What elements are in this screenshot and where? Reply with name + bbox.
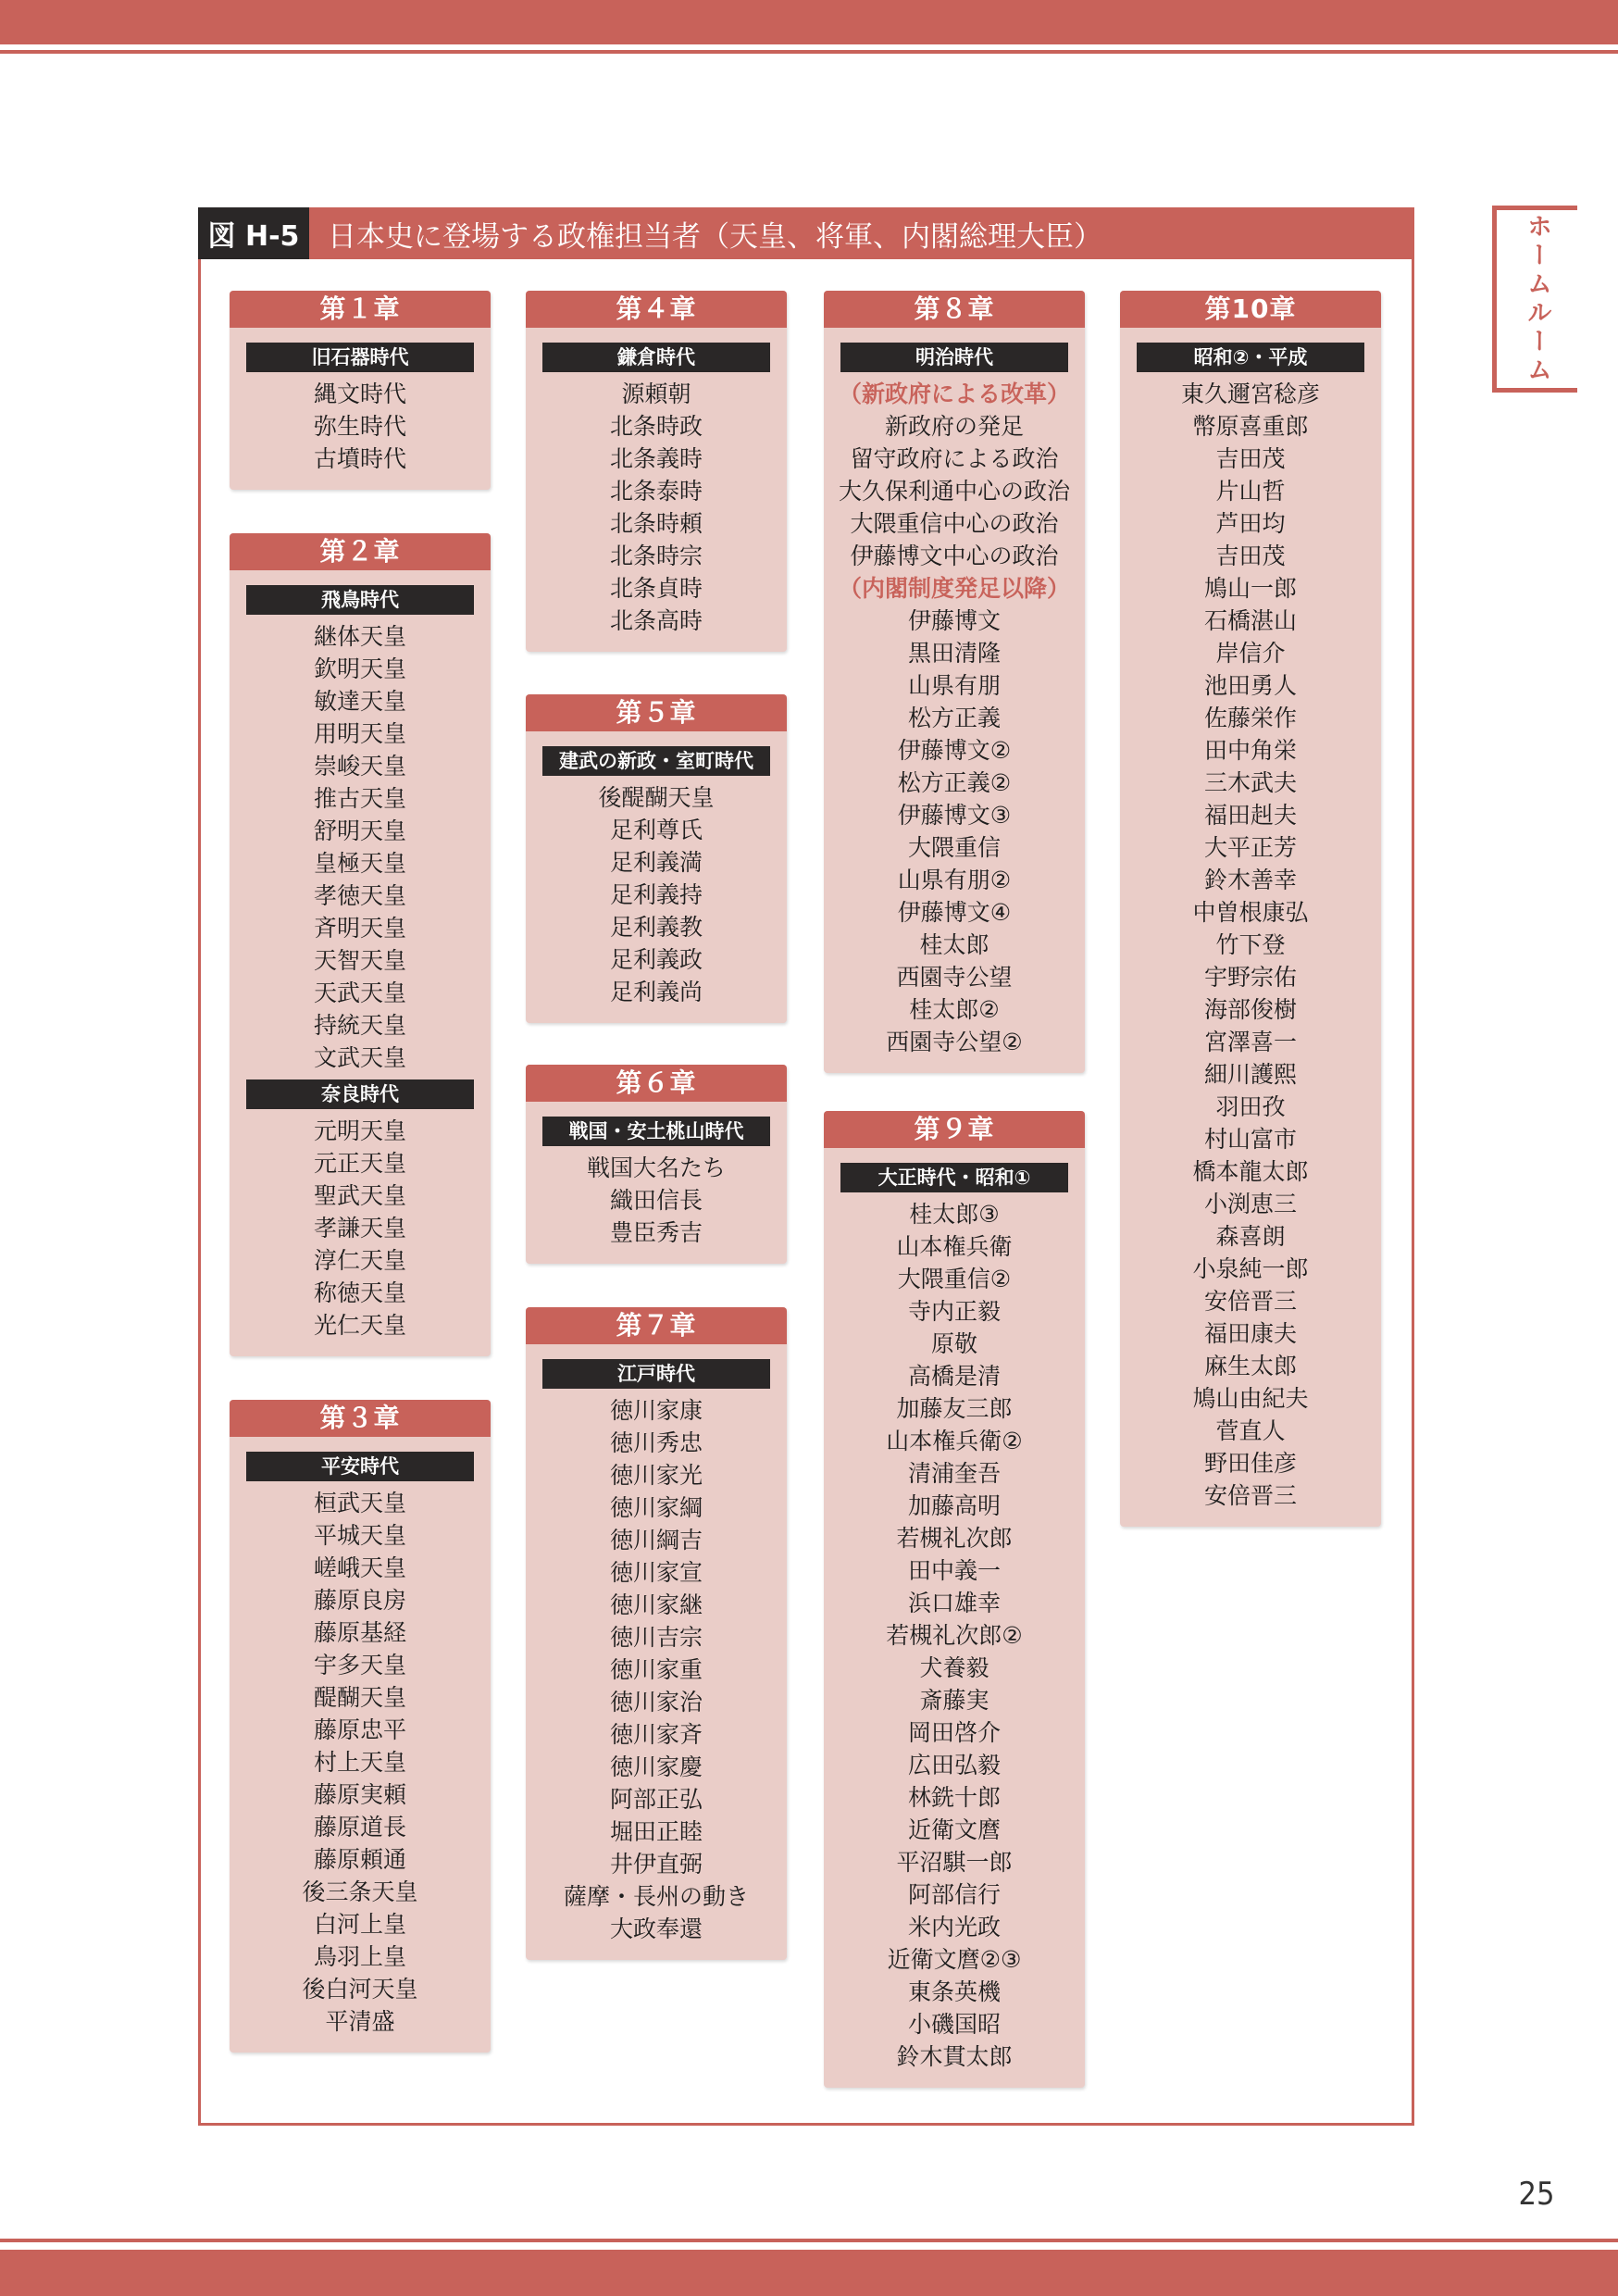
ruler-item: 宇多天皇 — [313, 1652, 406, 1678]
ruler-item: 足利義持 — [609, 881, 703, 908]
ruler-item: 藤原基経 — [313, 1619, 406, 1646]
figure-title: 日本史に登場する政権担当者（天皇、将軍、内閣総理大臣） — [328, 219, 1102, 254]
era-section — [526, 746, 787, 1008]
ruler-item: 寺内正毅 — [907, 1298, 1001, 1325]
chapter-padding — [230, 2038, 491, 2053]
chapter-padding — [230, 1341, 491, 1356]
era-section — [230, 1079, 491, 1341]
ruler-item: 細川護熙 — [1203, 1061, 1297, 1088]
era-label: 戦国・安土桃山時代 — [542, 1117, 770, 1146]
ruler-item: 桂太郎② — [909, 996, 1000, 1023]
ruler-item: 北条義時 — [609, 445, 703, 472]
chapter-padding — [824, 1058, 1085, 1073]
ruler-item: 小磯国昭 — [907, 2011, 1001, 2038]
side-tab[interactable] — [1492, 206, 1577, 393]
ruler-item: 山県有朋 — [907, 672, 1001, 699]
chapter-padding — [230, 475, 491, 490]
ruler-item: 徳川吉宗 — [609, 1624, 703, 1651]
ruler-item: 斎藤実 — [919, 1687, 989, 1714]
ruler-item: 天智天皇 — [313, 947, 406, 974]
ruler-item: 後醍醐天皇 — [598, 784, 715, 811]
ruler-item: 東条英機 — [907, 1978, 1001, 2005]
ruler-item: 孝徳天皇 — [313, 882, 406, 909]
ruler-item: 足利尊氏 — [609, 817, 703, 843]
ruler-item: 足利義満 — [609, 849, 703, 876]
ruler-item: 崇峻天皇 — [313, 753, 406, 780]
ruler-item: 藤原頼通 — [313, 1846, 406, 1873]
ruler-item: 淳仁天皇 — [313, 1247, 406, 1274]
ruler-item: 池田勇人 — [1203, 672, 1297, 699]
ruler-item: 北条時頼 — [609, 510, 703, 537]
chapter-padding — [526, 637, 787, 652]
ruler-item: 原敬 — [930, 1330, 977, 1357]
ruler-item: 大久保利通中心の政治 — [838, 478, 1070, 505]
era-section — [230, 585, 491, 1074]
ruler-item: 宮澤喜一 — [1203, 1029, 1297, 1055]
ruler-item: 白河上皇 — [313, 1911, 406, 1938]
ruler-item: 松方正義 — [907, 705, 1001, 731]
chapter-box — [1120, 291, 1381, 1527]
ruler-item: 西園寺公望 — [896, 964, 1013, 991]
ruler-item: 徳川家重 — [609, 1656, 703, 1683]
chapter-heading: 第９章 — [824, 1111, 1085, 1148]
ruler-item: 若槻礼次郎② — [886, 1622, 1023, 1649]
era-label: 飛鳥時代 — [246, 585, 474, 615]
ruler-item: 片山哲 — [1215, 478, 1286, 505]
ruler-item: 菅直人 — [1215, 1417, 1286, 1444]
ruler-item: 伊藤博文③ — [897, 802, 1012, 829]
ruler-item: 藤原忠平 — [313, 1716, 406, 1743]
ruler-item: 源頼朝 — [621, 381, 691, 407]
chapter-box — [230, 1400, 491, 2053]
bottom-band — [0, 2250, 1618, 2296]
ruler-item: 伊藤博文④ — [897, 899, 1012, 926]
ruler-item: 麻生太郎 — [1203, 1353, 1297, 1379]
ruler-item: 継体天皇 — [313, 623, 406, 650]
ruler-item: 聖武天皇 — [313, 1182, 406, 1209]
ruler-item: 三木武夫 — [1203, 769, 1297, 796]
chapter-padding — [1120, 1512, 1381, 1527]
ruler-item: 大隈重信② — [897, 1266, 1012, 1292]
ruler-item: 米内光政 — [907, 1914, 1001, 1940]
ruler-item: 文武天皇 — [313, 1044, 406, 1071]
chapter-heading: 第８章 — [824, 291, 1085, 328]
era-label: 江戸時代 — [542, 1359, 770, 1389]
page-number: 25 — [1518, 2176, 1555, 2213]
ruler-item: 大隈重信 — [907, 834, 1001, 861]
ruler-item: 田中義一 — [907, 1557, 1001, 1584]
ruler-item: 新政府の発足 — [884, 413, 1024, 440]
ruler-item: 加藤友三郎 — [896, 1395, 1013, 1422]
ruler-item: 安倍晋三 — [1203, 1288, 1297, 1315]
ruler-item: 推古天皇 — [313, 785, 406, 812]
ruler-item: 山県有朋② — [897, 867, 1012, 893]
ruler-item: 大隈重信中心の政治 — [850, 510, 1059, 537]
ruler-item: 伊藤博文中心の政治 — [850, 543, 1059, 569]
ruler-item: 光仁天皇 — [313, 1312, 406, 1339]
ruler-item: 小泉純一郎 — [1192, 1255, 1309, 1282]
era-section — [230, 343, 491, 475]
ruler-item: 小渕恵三 — [1203, 1191, 1297, 1217]
ruler-item: 北条貞時 — [609, 575, 703, 602]
ruler-item: 天武天皇 — [313, 980, 406, 1006]
ruler-item: 松方正義② — [897, 769, 1012, 796]
ruler-item: 山本権兵衛 — [896, 1233, 1013, 1260]
figure-header — [198, 207, 1414, 259]
chapter-box — [526, 291, 787, 652]
ruler-item: 広田弘毅 — [907, 1752, 1001, 1778]
ruler-item: 豊臣秀吉 — [609, 1219, 703, 1246]
ruler-item: 斉明天皇 — [313, 915, 406, 942]
ruler-item: 加藤高明 — [907, 1492, 1001, 1519]
ruler-item: 村上天皇 — [313, 1749, 406, 1776]
ruler-item: 平清盛 — [325, 2008, 395, 2035]
bottom-rule — [0, 2239, 1618, 2242]
ruler-item: 堀田正睦 — [609, 1818, 703, 1845]
ruler-item: 徳川秀忠 — [609, 1429, 703, 1456]
ruler-item: 北条高時 — [609, 607, 703, 634]
ruler-item: 西園寺公望② — [886, 1029, 1023, 1055]
ruler-item: 北条時宗 — [609, 543, 703, 569]
ruler-item: 徳川家斉 — [609, 1721, 703, 1748]
ruler-item: 黒田清隆 — [907, 640, 1001, 667]
ruler-item: 阿部信行 — [907, 1881, 1001, 1908]
ruler-item: 伊藤博文② — [897, 737, 1012, 764]
ruler-item: 北条泰時 — [609, 478, 703, 505]
ruler-item: 福田赳夫 — [1203, 802, 1297, 829]
ruler-item: 桂太郎 — [919, 931, 989, 958]
ruler-item: 元正天皇 — [313, 1150, 406, 1177]
ruler-item: 足利義教 — [609, 914, 703, 941]
ruler-item: 井伊直弼 — [609, 1851, 703, 1878]
ruler-item: 岡田啓介 — [907, 1719, 1001, 1746]
ruler-item: 孝謙天皇 — [313, 1215, 406, 1242]
ruler-item: 野田佳彦 — [1203, 1450, 1297, 1477]
ruler-item: 岸信介 — [1215, 640, 1286, 667]
ruler-item: 鳩山由紀夫 — [1192, 1385, 1309, 1412]
chapter-heading: 第１章 — [230, 291, 491, 328]
ruler-item: 鈴木貫太郎 — [896, 2043, 1013, 2070]
ruler-item: 犬養毅 — [919, 1654, 989, 1681]
chapter-padding — [526, 1945, 787, 1960]
top-band — [0, 0, 1618, 44]
ruler-item: 平沼騏一郎 — [896, 1849, 1013, 1876]
ruler-item: 伊藤博文 — [907, 607, 1001, 634]
ruler-item: 藤原実頼 — [313, 1781, 406, 1808]
chapter-heading: 第10章 — [1120, 291, 1381, 328]
ruler-item: 藤原道長 — [313, 1814, 406, 1841]
ruler-item: 中曽根康弘 — [1192, 899, 1309, 926]
chapter-heading: 第２章 — [230, 533, 491, 570]
ruler-item: 北条時政 — [609, 413, 703, 440]
subheading-item: （新政府による改革） — [838, 381, 1070, 407]
chapter-heading: 第４章 — [526, 291, 787, 328]
ruler-item: 醍醐天皇 — [313, 1684, 406, 1711]
chapter-box — [230, 533, 491, 1356]
ruler-item: 大平正芳 — [1203, 834, 1297, 861]
era-section — [526, 343, 787, 637]
chapter-padding — [526, 1249, 787, 1264]
chapter-box — [526, 1307, 787, 1960]
ruler-item: 田中角栄 — [1203, 737, 1297, 764]
ruler-item: 鈴木善幸 — [1203, 867, 1297, 893]
ruler-item: 東久邇宮稔彦 — [1180, 381, 1320, 407]
ruler-item: 鳥羽上皇 — [313, 1943, 406, 1970]
ruler-item: 林銑十郎 — [907, 1784, 1001, 1811]
ruler-item: 鳩山一郎 — [1203, 575, 1297, 602]
ruler-item: 浜口雄幸 — [907, 1590, 1001, 1616]
ruler-item: 徳川家綱 — [609, 1494, 703, 1521]
era-label: 鎌倉時代 — [542, 343, 770, 372]
ruler-item: 欽明天皇 — [313, 655, 406, 682]
era-section — [1120, 343, 1381, 1512]
ruler-item: 高橋是清 — [907, 1363, 1001, 1390]
ruler-item: 称徳天皇 — [313, 1279, 406, 1306]
ruler-item: 薩摩・長州の動き — [563, 1883, 749, 1910]
ruler-item: 大政奉還 — [609, 1915, 703, 1942]
ruler-item: 織田信長 — [609, 1187, 703, 1214]
side-tab-label: ホームルーム — [1523, 213, 1551, 385]
ruler-item: 阿部正弘 — [609, 1786, 703, 1813]
ruler-item: 留守政府による政治 — [850, 445, 1059, 472]
era-section — [526, 1359, 787, 1945]
ruler-item: 村山富市 — [1203, 1126, 1297, 1153]
ruler-item: 安倍晋三 — [1203, 1482, 1297, 1509]
ruler-item: 徳川家継 — [609, 1591, 703, 1618]
era-label: 大正時代・昭和① — [840, 1163, 1068, 1192]
ruler-item: 用明天皇 — [313, 720, 406, 747]
ruler-item: 宇野宗佑 — [1203, 964, 1297, 991]
ruler-item: 森喜朗 — [1215, 1223, 1286, 1250]
era-section — [230, 1452, 491, 2038]
era-section — [824, 343, 1085, 1058]
ruler-item: 敏達天皇 — [313, 688, 406, 715]
ruler-item: 羽田孜 — [1215, 1093, 1286, 1120]
era-label: 平安時代 — [246, 1452, 474, 1481]
top-rule — [0, 50, 1618, 54]
chapter-heading: 第５章 — [526, 694, 787, 731]
ruler-item: 芦田均 — [1215, 510, 1286, 537]
ruler-item: 海部俊樹 — [1203, 996, 1297, 1023]
figure-label: 図 H-5 — [198, 207, 309, 259]
era-section — [526, 1117, 787, 1249]
ruler-item: 吉田茂 — [1215, 543, 1286, 569]
ruler-item: 清浦奎吾 — [907, 1460, 1001, 1487]
ruler-item: 平城天皇 — [313, 1522, 406, 1549]
chapter-box — [824, 291, 1085, 1073]
era-label: 昭和②・平成 — [1137, 343, 1364, 372]
ruler-item: 桂太郎③ — [909, 1201, 1000, 1228]
era-label: 旧石器時代 — [246, 343, 474, 372]
chapter-box — [526, 1065, 787, 1264]
ruler-item: 皇極天皇 — [313, 850, 406, 877]
ruler-item: 桓武天皇 — [313, 1490, 406, 1516]
era-label: 明治時代 — [840, 343, 1068, 372]
ruler-item: 嵯峨天皇 — [313, 1554, 406, 1581]
ruler-item: 石橋湛山 — [1203, 607, 1297, 634]
chapter-box — [526, 694, 787, 1023]
ruler-item: 幣原喜重郎 — [1192, 413, 1309, 440]
ruler-item: 舒明天皇 — [313, 817, 406, 844]
ruler-item: 足利義尚 — [609, 979, 703, 1005]
era-label: 奈良時代 — [246, 1079, 474, 1109]
subheading-item: （内閣制度発足以降） — [838, 575, 1070, 602]
ruler-item: 近衛文麿 — [907, 1816, 1001, 1843]
era-label: 建武の新政・室町時代 — [542, 746, 770, 776]
chapter-heading: 第７章 — [526, 1307, 787, 1344]
ruler-item: 持統天皇 — [313, 1012, 406, 1039]
ruler-item: 後白河天皇 — [302, 1976, 418, 2003]
chapter-box — [824, 1111, 1085, 2088]
chapter-box — [230, 291, 491, 490]
ruler-item: 徳川綱吉 — [609, 1527, 703, 1554]
ruler-item: 橋本龍太郎 — [1192, 1158, 1309, 1185]
ruler-item: 佐藤栄作 — [1203, 705, 1297, 731]
chapter-padding — [526, 1008, 787, 1023]
ruler-item: 弥生時代 — [313, 413, 406, 440]
ruler-item: 徳川家康 — [609, 1397, 703, 1424]
ruler-item: 徳川家慶 — [609, 1753, 703, 1780]
ruler-item: 徳川家治 — [609, 1689, 703, 1716]
ruler-item: 藤原良房 — [313, 1587, 406, 1614]
ruler-item: 福田康夫 — [1203, 1320, 1297, 1347]
chapter-heading: 第６章 — [526, 1065, 787, 1102]
ruler-item: 吉田茂 — [1215, 445, 1286, 472]
ruler-item: 後三条天皇 — [302, 1878, 418, 1905]
ruler-item: 戦国大名たち — [586, 1154, 726, 1181]
ruler-item: 竹下登 — [1215, 931, 1286, 958]
ruler-item: 徳川家宣 — [609, 1559, 703, 1586]
ruler-item: 元明天皇 — [313, 1117, 406, 1144]
ruler-item: 足利義政 — [609, 946, 703, 973]
ruler-item: 徳川家光 — [609, 1462, 703, 1489]
ruler-item: 古墳時代 — [313, 445, 406, 472]
ruler-item: 若槻礼次郎 — [896, 1525, 1013, 1552]
era-section — [824, 1163, 1085, 2073]
ruler-item: 縄文時代 — [313, 381, 406, 407]
chapter-heading: 第３章 — [230, 1400, 491, 1437]
ruler-item: 近衛文麿②③ — [887, 1946, 1022, 1973]
chapter-padding — [824, 2073, 1085, 2088]
ruler-item: 山本権兵衛② — [886, 1428, 1023, 1454]
